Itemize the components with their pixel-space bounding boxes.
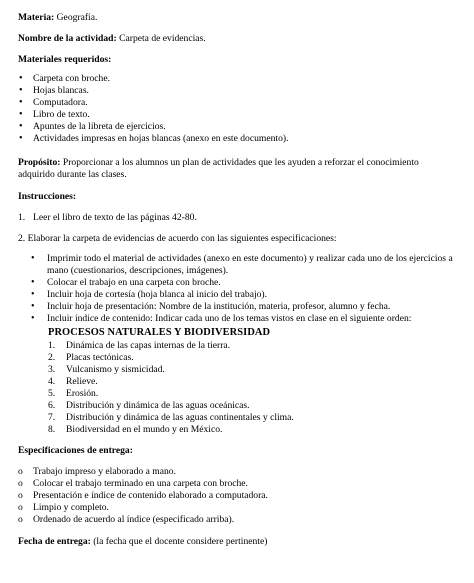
list-item: o Colocar el trabajo terminado en una carpeta con broche.	[18, 478, 248, 489]
list-item: o Presentación e índice de contenido elaborado a computadora.	[18, 490, 268, 501]
list-item: • Incluir índice de contenido: Indicar cada uno de los temas vistos en clase en el siguiente orden:	[18, 313, 453, 325]
circle-bullet: o	[18, 502, 23, 513]
list-item: o Limpio y completo.	[18, 502, 109, 513]
specifications-list	[18, 253, 453, 325]
list-item: 1. Dinámica de las capas internas de la tierra.	[48, 340, 231, 351]
topics-title: PROCESOS NATURALES Y BIODIVERSIDAD	[48, 327, 271, 338]
list-item: 6. Distribución y dinámica de las aguas oceánicas.	[48, 400, 250, 411]
materials-list	[18, 73, 288, 145]
delivery-list	[18, 466, 268, 526]
list-item: • Computadora.	[18, 97, 288, 109]
instruction-step-1: 1. Leer el libro de texto de las páginas 42-80.	[18, 212, 197, 223]
list-item: • Incluir hoja de presentación: Nombre de la institución, materia, profesor, alumno y fecha.	[18, 301, 453, 313]
subject-value: Geografía.	[54, 12, 98, 23]
list-item: o Trabajo impreso y elaborado a mano.	[18, 466, 176, 477]
due-date-label: Fecha de entrega:	[18, 536, 91, 547]
list-item: 8. Biodiversidad en el mundo y en México.	[48, 424, 223, 435]
due-date-line	[18, 536, 458, 548]
circle-bullet: o	[18, 490, 23, 501]
list-item: 2. Placas tectónicas.	[48, 352, 134, 363]
circle-bullet: o	[18, 466, 23, 477]
list-item: 7. Distribución y dinámica de las aguas continentales y clima.	[48, 412, 294, 423]
topics-list	[18, 340, 294, 436]
delivery-heading: Especificaciones de entrega:	[18, 445, 133, 456]
circle-bullet: o	[18, 514, 23, 525]
purpose-line-2: adquirido durante las clases.	[18, 169, 127, 180]
list-item: 4. Relieve.	[48, 376, 98, 387]
purpose-line-1: Propósito: Proporcionar a los alumnos un plan de actividades que les ayuden a reforzar el conocimiento	[18, 157, 419, 168]
list-item: 5. Erosión.	[48, 388, 99, 399]
list-item: • Libro de texto.	[18, 109, 288, 121]
activity-line	[18, 33, 458, 45]
list-item: • Apuntes de la libreta de ejercicios.	[18, 121, 288, 133]
activity-value: Carpeta de evidencias.	[116, 33, 206, 44]
subject-line	[18, 12, 458, 24]
list-item: • Imprimir todo el material de actividades (anexo en este documento) y realizar cada uno de los ejercicios a mano (cuestionarios, descripciones, imágenes).	[18, 253, 453, 277]
purpose-label: Propósito:	[18, 157, 61, 168]
list-item: • Carpeta con broche.	[18, 73, 288, 85]
instruction-step-2: 2. Elaborar la carpeta de evidencias de acuerdo con las siguientes especificaciones:	[18, 233, 337, 244]
materials-heading: Materiales requeridos:	[18, 54, 112, 65]
list-item: • Incluir hoja de cortesía (hoja blanca al inicio del trabajo).	[18, 289, 453, 301]
due-date-value: (la fecha que el docente considere pertinente)	[90, 536, 268, 547]
list-item: 3. Vulcanismo y sismicidad.	[48, 364, 165, 375]
activity-label: Nombre de la actividad:	[18, 33, 117, 44]
list-item: • Actividades impresas en hojas blancas (anexo en este documento).	[18, 133, 288, 145]
circle-bullet: o	[18, 478, 23, 489]
subject-label: Materia:	[18, 12, 55, 23]
list-item: o Ordenado de acuerdo al índice (especificado arriba).	[18, 514, 235, 525]
instructions-heading: Instrucciones:	[18, 191, 77, 202]
list-item: • Hojas blancas.	[18, 85, 288, 97]
list-item: • Colocar el trabajo en una carpeta con broche.	[18, 277, 453, 289]
